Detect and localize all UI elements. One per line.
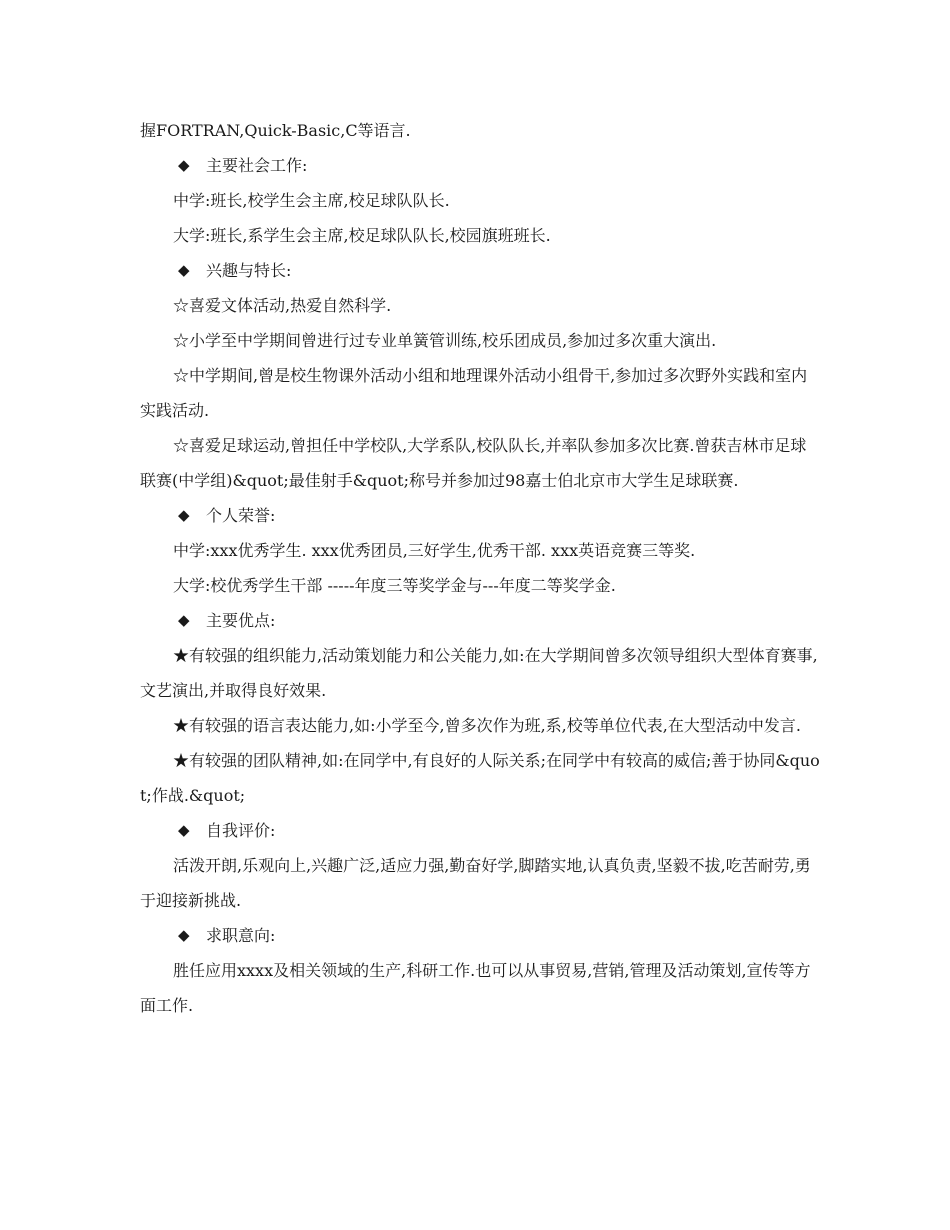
diamond-bullet-icon: ◆: [178, 926, 190, 944]
heading-label: 兴趣与特长:: [206, 261, 292, 280]
university-work-text: 大学:班长,系学生会主席,校足球队队长,校园旗班班长.: [173, 226, 551, 245]
heading-label: 自我评价:: [206, 821, 276, 840]
strength-item: ★有较强的语言表达能力,如:小学至今,曾多次作为班,系,校等单位代表,在大型活动中发言.: [173, 716, 801, 735]
languages-text: 握FORTRAN,Quick-Basic,C等语言.: [140, 121, 411, 140]
diamond-bullet-icon: ◆: [178, 261, 190, 279]
diamond-bullet-icon: ◆: [178, 821, 190, 839]
honor-middle-school-text: 中学:xxx优秀学生. xxx优秀团员,三好学生,优秀干部. xxx英语竞赛三等奖.: [173, 541, 696, 560]
diamond-bullet-icon: ◆: [178, 156, 190, 174]
heading-label: 主要社会工作:: [206, 156, 308, 175]
section-heading-job-intention: [140, 918, 820, 953]
strength-item: ★有较强的团队精神,如:在同学中,有良好的人际关系;在同学中有较高的威信;善于协同&quot;作战.&quot;: [140, 751, 820, 805]
heading-label: 个人荣誉:: [206, 506, 276, 525]
diamond-bullet-icon: ◆: [178, 506, 190, 524]
section-heading-interests: [140, 253, 820, 288]
heading-label: 主要优点:: [206, 611, 276, 630]
self-evaluation-text: 活泼开朗,乐观向上,兴趣广泛,适应力强,勤奋好学,脚踏实地,认真负责,坚毅不拔,吃苦耐劳,勇于迎接新挑战.: [140, 856, 811, 910]
strength-item: ★有较强的组织能力,活动策划能力和公关能力,如:在大学期间曾多次领导组织大型体育赛事,文艺演出,并取得良好效果.: [140, 646, 818, 700]
section-heading-strengths: [140, 603, 820, 638]
middle-school-work-text: 中学:班长,校学生会主席,校足球队队长.: [173, 191, 450, 210]
interest-item: ☆小学至中学期间曾进行过专业单簧管训练,校乐团成员,参加过多次重大演出.: [173, 331, 717, 350]
section-heading-social-work: [140, 148, 820, 183]
job-intention-text: 胜任应用xxxx及相关领域的生产,科研工作.也可以从事贸易,营销,管理及活动策划,宣传等方面工作.: [140, 961, 811, 1015]
interest-item: ☆喜爱足球运动,曾担任中学校队,大学系队,校队队长,并率队参加多次比赛.曾获吉林市足球联赛(中学组)&quot;最佳射手&quot;称号并参加过98嘉士伯北京市大学生足球联赛.: [140, 436, 807, 490]
interest-item: ☆中学期间,曾是校生物课外活动小组和地理课外活动小组骨干,参加过多次野外实践和室内实践活动.: [140, 366, 808, 420]
section-heading-honors: [140, 498, 820, 533]
honor-university-text: 大学:校优秀学生干部 -----年度三等奖学金与---年度二等奖学金.: [173, 576, 616, 595]
diamond-bullet-icon: ◆: [178, 611, 190, 629]
resume-page: [140, 113, 820, 1023]
section-heading-self-evaluation: [140, 813, 820, 848]
interest-item: ☆喜爱文体活动,热爱自然科学.: [173, 296, 392, 315]
heading-label: 求职意向:: [206, 926, 276, 945]
